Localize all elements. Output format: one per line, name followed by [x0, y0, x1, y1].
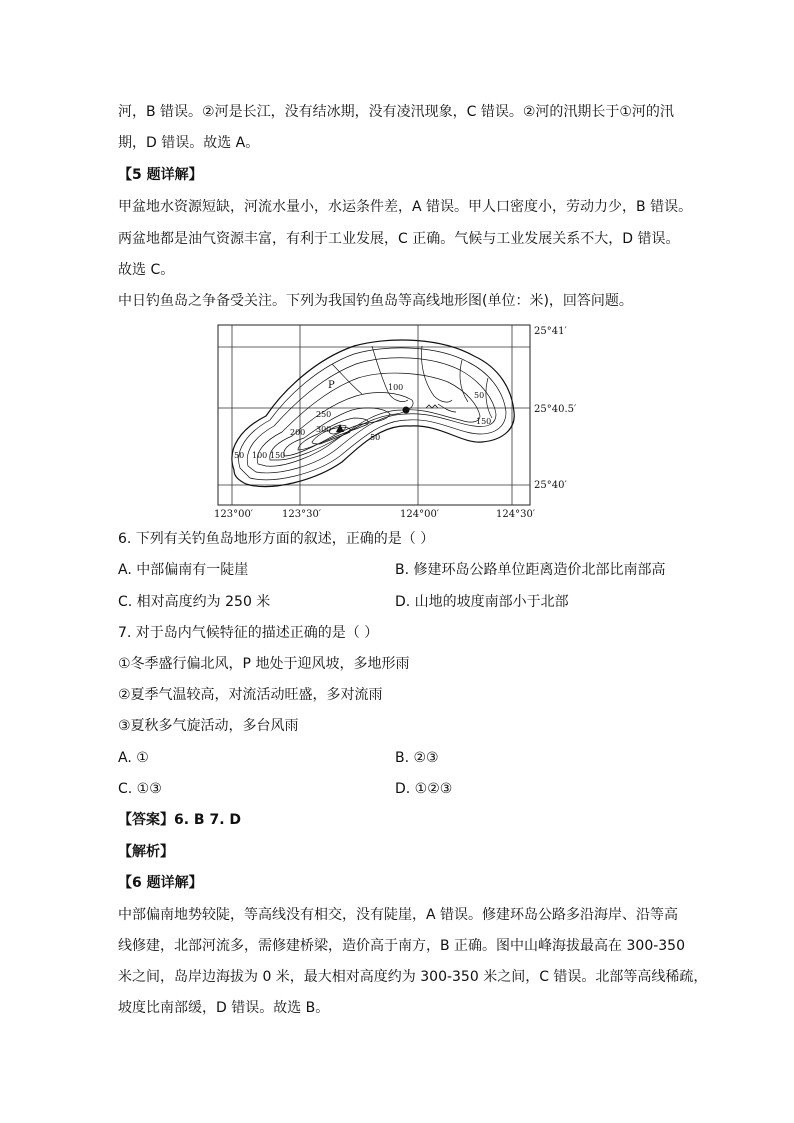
q5-explanation-line-1: 甲盆地水资源短缺，河流水量小，水运条件差，A 错误。甲人口密度小，劳动力少，B 错误。	[118, 199, 693, 215]
contour-label: 250	[316, 410, 332, 419]
q6-explanation-line-1: 中部偏南地势较陡，等高线没有相交，没有陡崖，A 错误。修建环岛公路多沿海岸、沿等高	[118, 907, 679, 923]
question-6-options-row-2	[118, 592, 698, 612]
question-7-statement-3: ③夏秋多气旋活动，多台风雨	[118, 718, 299, 734]
sand-icon	[426, 405, 438, 408]
question-7-statement-1: ①冬季盛行偏北风，P 地处于迎风坡，多地形雨	[118, 656, 410, 672]
section-heading-q5: 【5 题详解】	[118, 167, 203, 183]
contour-label: 50	[370, 433, 381, 442]
contour-label: 150	[270, 451, 286, 460]
longitude-label: 123°30′	[282, 509, 322, 520]
question-6-option-a[interactable]: A. 中部偏南有一陡崖	[118, 562, 249, 578]
answer-line: 【答案】6. B 7. D	[118, 812, 242, 828]
text-line-1: 河，B 错误。②河是长江，没有结冰期，没有凌汛现象，C 错误。②河的汛期长于①河的汛	[118, 104, 674, 120]
contour-label: 50	[234, 451, 245, 460]
question-intro: 中日钓鱼岛之争备受关注。下列为我国钓鱼岛等高线地形图(单位：米)，回答问题。	[118, 293, 633, 309]
question-7-option-d[interactable]: D. ①②③	[395, 781, 453, 797]
q5-explanation-line-3: 故选 C。	[118, 262, 175, 278]
question-7-option-a[interactable]: A. ①	[118, 750, 149, 766]
question-7-option-c[interactable]: C. ①③	[118, 781, 162, 797]
longitude-label: 124°00′	[400, 509, 440, 520]
question-7-options-row-2	[118, 779, 698, 799]
question-6-options-row-1	[118, 560, 698, 580]
question-7-options-row-1	[118, 748, 698, 768]
diaoyu-island-contour-map	[212, 320, 592, 520]
latitude-label: 25°41′	[534, 326, 567, 337]
question-6-stem: 6. 下列有关钓鱼岛地形方面的叙述，正确的是（ ）	[118, 531, 435, 547]
contour-label: 200	[290, 428, 306, 437]
lake-icon	[403, 407, 410, 414]
contour-label: 50	[474, 391, 485, 400]
question-6-option-b[interactable]: B. 修建环岛公路单位距离造价北部比南部高	[395, 562, 666, 578]
latitude-label: 25°40′	[534, 480, 567, 491]
q6-explanation-line-4: 坡度比南部缓，D 错误。故选 B。	[118, 1000, 330, 1016]
latitude-label: 25°40.5′	[534, 404, 577, 415]
longitude-label: 123°00′	[214, 509, 254, 520]
question-7-stem: 7. 对于岛内气候特征的描述正确的是（ ）	[118, 625, 379, 641]
question-7-statement-2: ②夏季气温较高，对流活动旺盛，多对流雨	[118, 687, 383, 703]
q6-explanation-line-2: 线修建，北部河流多，需修建桥梁，造价高于南方，B 正确。图中山峰海拔最高在 300-350	[118, 938, 685, 954]
analysis-heading: 【解析】	[118, 844, 174, 860]
coastline	[232, 340, 514, 487]
question-7-option-b[interactable]: B. ②③	[395, 750, 439, 766]
q6-explanation-line-3: 米之间，岛岸边海拔为 0 米，最大相对高度约为 300-350 米之间，C 错误。北部等高线稀疏，	[118, 969, 708, 985]
contour-label: 100	[252, 451, 268, 460]
contour-label: 150	[476, 417, 492, 426]
contour-label: 100	[388, 383, 404, 392]
question-6-option-c[interactable]: C. 相对高度约为 250 米	[118, 594, 271, 610]
text-line-2: 期，D 错误。故选 A。	[118, 135, 260, 151]
longitude-label: 124°30′	[496, 509, 536, 520]
section-heading-q6: 【6 题详解】	[118, 875, 203, 891]
point-p-label: P	[328, 380, 335, 391]
contour-label: 300	[316, 425, 332, 434]
q5-explanation-line-2: 两盆地都是油气资源丰富，有利于工业发展，C 正确。气候与工业发展关系不大，D 错误。	[118, 231, 680, 247]
question-6-option-d[interactable]: D. 山地的坡度南部小于北部	[395, 594, 569, 610]
